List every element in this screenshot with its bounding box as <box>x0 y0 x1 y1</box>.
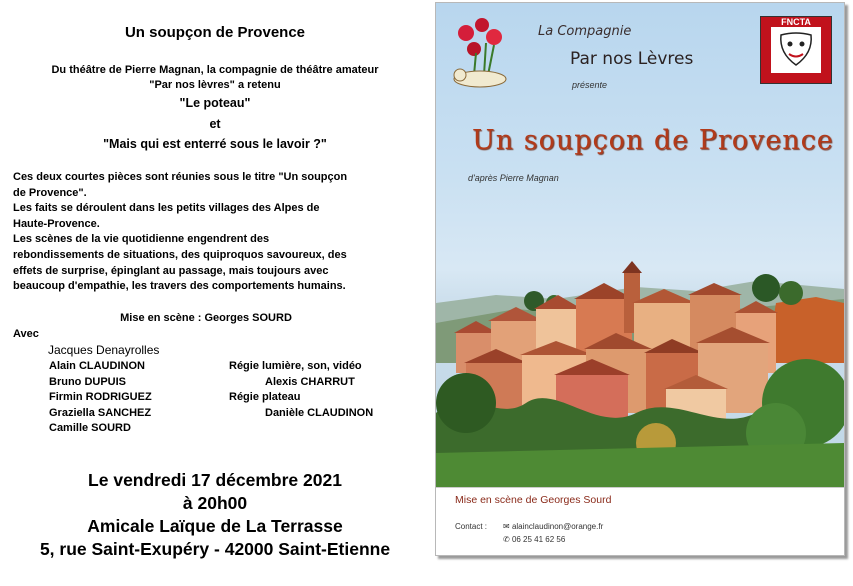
intro <box>0 63 430 93</box>
cast-member: Firmin RODRIGUEZ <box>49 391 152 404</box>
event-venue: Amicale Laïque de La Terrasse <box>87 516 343 536</box>
crew-stage-name: Danièle CLAUDINON <box>265 407 374 419</box>
footer-divider <box>436 487 844 488</box>
company-name: Par nos Lèvres <box>570 49 694 69</box>
desc-line: de Provence". <box>13 186 87 199</box>
fncta-logo <box>760 16 832 84</box>
contact-phone <box>503 535 565 544</box>
desc-line: Les scènes de la vie quotidienne engendrent des <box>13 233 270 246</box>
email-text: alainclaudinon@orange.fr <box>511 522 604 531</box>
crew-lighting-label: Régie lumière, son, vidéo <box>229 360 362 372</box>
cast-member: Jacques Denayrolles <box>48 343 160 357</box>
conjunction: et <box>209 117 221 131</box>
cast-member: Camille SOURD <box>49 422 131 435</box>
desc-line: Les faits se déroulent dans les petits villages des Alpes de <box>13 202 320 215</box>
phone-icon: ✆ <box>503 535 512 544</box>
cast-label: Avec <box>13 328 39 340</box>
crew-lighting-name: Alexis CHARRUT <box>265 376 355 388</box>
contact-label: Contact : <box>455 522 488 531</box>
desc-line: Ces deux courtes pièces sont réunies sous le titre "Un soupçon <box>13 171 348 183</box>
rose-logo <box>454 18 506 87</box>
cast-member: Alain CLAUDINON <box>49 360 145 372</box>
desc-line: effets de surprise, épinglant au passage, mais toujours avec <box>13 264 329 277</box>
fncta-logo-text: FNCTA <box>761 17 831 27</box>
theatre-mask-icon <box>761 17 831 83</box>
cast-member: Graziella SANCHEZ <box>49 406 152 419</box>
cast-member: Bruno DUPUIS <box>49 375 126 388</box>
event-date: Le vendredi 17 décembre 2021 <box>88 470 342 490</box>
phone-text: 06 25 41 62 56 <box>511 535 566 544</box>
director-credit: Mise en scène : Georges SOURD <box>120 312 292 324</box>
description <box>13 170 413 295</box>
play-title-1: "Le poteau" <box>179 96 251 110</box>
poster-director-credit: Mise en scène de Georges Sourd <box>455 494 612 506</box>
event-time: à 20h00 <box>182 493 248 513</box>
desc-line: Haute-Provence. <box>13 217 100 230</box>
program-title: Un soupçon de Provence <box>124 24 306 41</box>
desc-line: beaucoup d'empathie, les travers des comportements humains. <box>13 280 346 293</box>
crew-stage-label: Régie plateau <box>229 391 301 403</box>
event-address: 5, rue Saint-Exupéry - 42000 Saint-Etienne <box>39 539 391 559</box>
contact-email <box>503 522 603 531</box>
poster <box>435 2 845 556</box>
presents: présente <box>572 80 608 90</box>
mail-icon: ✉ <box>503 522 512 531</box>
desc-line: rebondissements de situations, des quiproquos savoureux, des <box>13 248 347 261</box>
intro-line-2: "Par nos lèvres" a retenu <box>149 79 281 91</box>
intro-line-1: Du théâtre de Pierre Magnan, la compagnie de théâtre amateur <box>51 64 379 76</box>
play-title-2: "Mais qui est enterré sous le lavoir ?" <box>103 137 327 151</box>
cast-list <box>49 359 152 437</box>
author-credit: d'après Pierre Magnan <box>468 173 559 183</box>
poster-title: Un soupçon de Provence <box>472 125 834 156</box>
company-label: La Compagnie <box>538 24 632 39</box>
